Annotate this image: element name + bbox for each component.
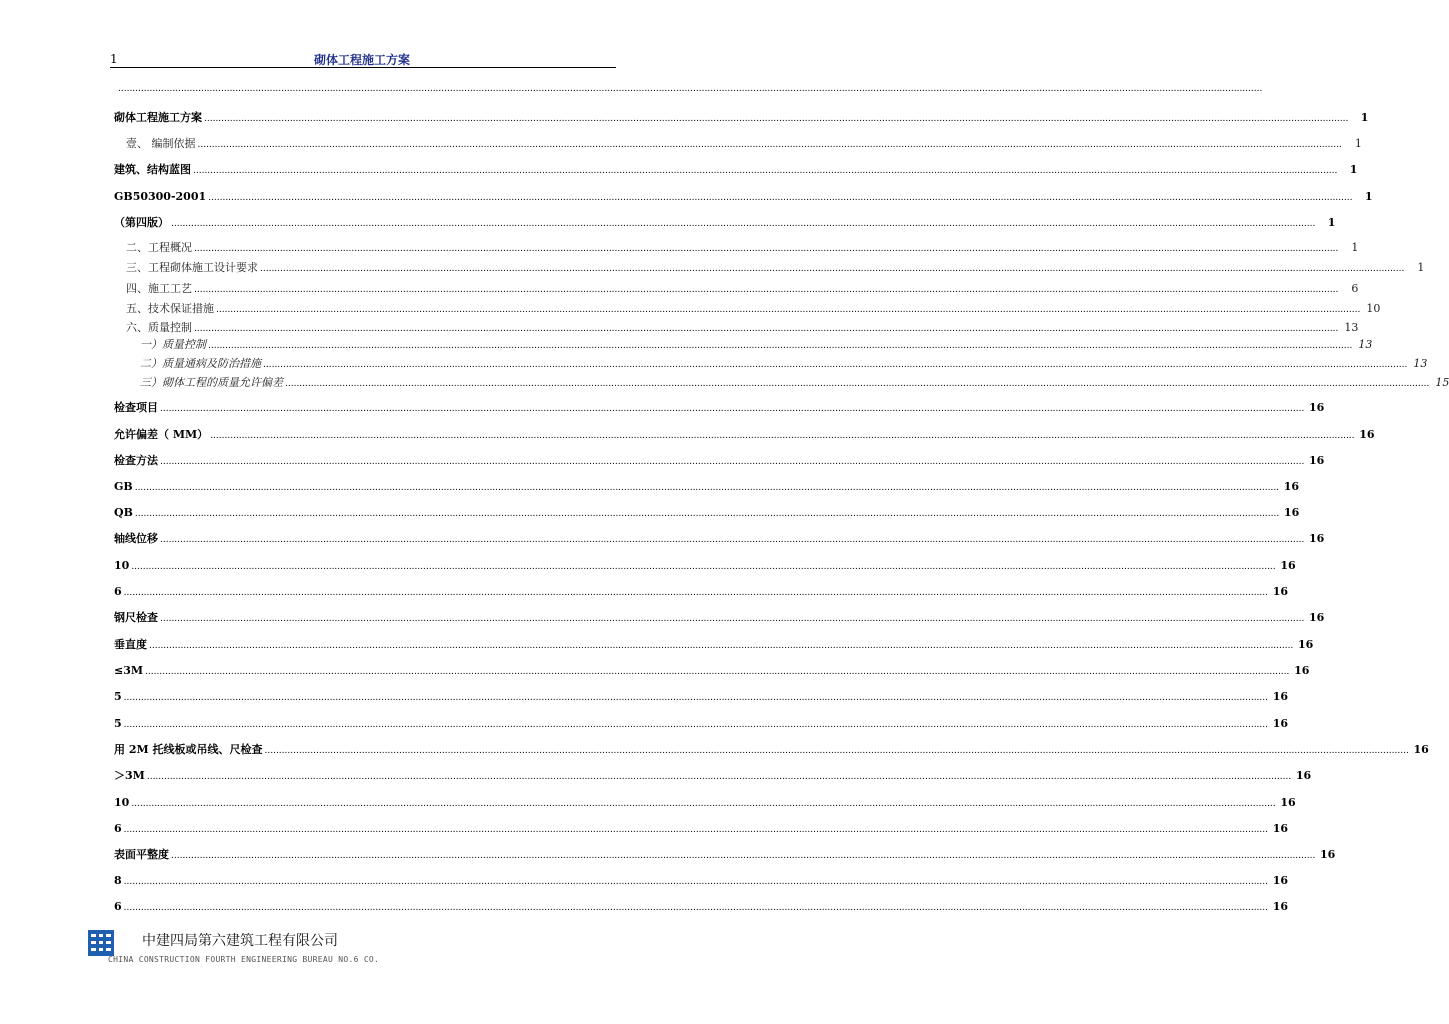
toc-entry-page: 16 — [1272, 585, 1288, 598]
toc-entry-page: 16 — [1280, 796, 1296, 809]
toc-entry[interactable] — [114, 716, 1288, 732]
toc-entry[interactable] — [114, 821, 1288, 837]
toc-entry-page: 16 — [1309, 611, 1325, 624]
toc-entry-label: 轴线位移 — [114, 532, 158, 545]
toc-entry-page: 13 — [1358, 338, 1373, 351]
toc-dot-leader: ................................................................................................................................................................................................................................................................................................................................................................................................................ — [160, 404, 1305, 414]
toc-entry-page: 16 — [1272, 900, 1288, 913]
toc-entry-page: 16 — [1413, 743, 1429, 756]
footer-company-name: 中建四局第六建筑工程有限公司 — [142, 933, 338, 949]
toc-entry[interactable] — [126, 301, 1381, 317]
toc-entry-label: 建筑、结构蓝图 — [114, 163, 191, 176]
toc-entry-page: 10 — [1366, 302, 1381, 315]
toc-entry[interactable] — [140, 337, 1373, 353]
toc-dot-leader: ................................................................................................................................................................................................................................................................................................................................................................................................................ — [160, 535, 1305, 545]
toc-entry[interactable] — [126, 281, 1359, 297]
toc-dot-leader: ................................................................................................................................................................................................................................................................................................................................................................................................................ — [197, 140, 1342, 150]
toc-dot-leader: ................................................................................................................................................................................................................................................................................................................................................................................................................ — [131, 562, 1276, 572]
toc-entry[interactable] — [114, 531, 1325, 547]
toc-entry-label: 10 — [114, 559, 130, 572]
toc-dot-leader: ................................................................................................................................................................................................................................................................................................................................................................................................................ — [123, 903, 1268, 913]
toc-entry-label: QB — [114, 506, 133, 519]
toc-dot-leader: ................................................................................................................................................................................................................................................................................................................................................................................................................ — [263, 360, 1408, 370]
toc-entry-label: 用 2M 托线板或吊线、尺检查 — [114, 743, 263, 756]
toc-entry[interactable] — [114, 847, 1336, 863]
toc-entry-label: 三）砌体工程的质量允许偏差 — [140, 376, 283, 389]
toc-entry[interactable] — [114, 742, 1429, 758]
toc-entry-page: 16 — [1309, 454, 1325, 467]
toc-entry-page: 16 — [1298, 638, 1314, 651]
toc-entry[interactable] — [114, 479, 1300, 495]
toc-dot-leader: ................................................................................................................................................................................................................................................................................................................................................................................................................ — [260, 264, 1405, 274]
toc-entry[interactable] — [114, 768, 1312, 784]
toc-entry-page: 1 — [1354, 137, 1362, 150]
toc-entry-label: ＞3M — [114, 769, 145, 782]
toc-entry[interactable] — [114, 453, 1325, 469]
toc-dot-leader: ................................................................................................................................................................................................................................................................................................................................................................................................................ — [123, 877, 1268, 887]
header-rule — [110, 67, 616, 68]
toc-entry-label: （第四版） — [114, 216, 169, 229]
top-dot-leader: ................................................................................................................................................................................................................................................................................................................................................................................................................ — [118, 84, 1263, 94]
toc-entry-label: 检查方法 — [114, 454, 158, 467]
toc-dot-leader: ................................................................................................................................................................................................................................................................................................................................................................................................................ — [171, 851, 1316, 861]
toc-entry-label: 四、施工工艺 — [126, 282, 192, 295]
toc-entry-page: 1 — [1360, 111, 1369, 124]
toc-entry[interactable] — [114, 689, 1288, 705]
toc-entry-page: 1 — [1349, 163, 1358, 176]
toc-dot-leader: ................................................................................................................................................................................................................................................................................................................................................................................................................ — [134, 483, 1280, 493]
toc-entry[interactable] — [114, 795, 1296, 811]
toc-entry-label: 5 — [114, 690, 122, 703]
toc-entry[interactable] — [126, 240, 1359, 256]
toc-dot-leader: ................................................................................................................................................................................................................................................................................................................................................................................................................ — [145, 667, 1290, 677]
toc-dot-leader: ................................................................................................................................................................................................................................................................................................................................................................................................................ — [149, 641, 1294, 651]
toc-entry-page: 1 — [1351, 241, 1359, 254]
toc-entry-label: 6 — [114, 585, 122, 598]
toc-dot-leader: ................................................................................................................................................................................................................................................................................................................................................................................................................ — [171, 219, 1316, 229]
toc-entry[interactable] — [114, 215, 1336, 231]
toc-entry[interactable] — [114, 110, 1369, 126]
toc-entry[interactable] — [114, 505, 1300, 521]
toc-entry-page: 16 — [1272, 690, 1288, 703]
toc-entry-page: 15 — [1435, 376, 1449, 389]
toc-entry-page: 1 — [1327, 216, 1336, 229]
toc-entry[interactable] — [126, 260, 1425, 276]
toc-dot-leader: ................................................................................................................................................................................................................................................................................................................................................................................................................ — [193, 166, 1338, 176]
toc-entry[interactable] — [114, 584, 1288, 600]
header-page-number: 1 — [110, 52, 118, 66]
toc-entry-page: 16 — [1295, 769, 1312, 782]
toc-entry-label: 一）质量控制 — [140, 338, 206, 351]
toc-entry[interactable] — [126, 136, 1362, 152]
toc-entry[interactable] — [114, 400, 1325, 416]
toc-entry-label: 二、工程概况 — [126, 241, 192, 254]
toc-dot-leader: ................................................................................................................................................................................................................................................................................................................................................................................................................ — [194, 285, 1339, 295]
toc-entry-label: 砌体工程施工方案 — [114, 111, 202, 124]
toc-entry-label: 垂直度 — [114, 638, 147, 651]
toc-entry-label: 6 — [114, 822, 122, 835]
toc-entry-page: 16 — [1309, 401, 1325, 414]
toc-entry[interactable] — [114, 637, 1314, 653]
toc-entry-page: 16 — [1280, 559, 1296, 572]
toc-dot-leader: ................................................................................................................................................................................................................................................................................................................................................................................................................ — [264, 746, 1409, 756]
toc-dot-leader: ................................................................................................................................................................................................................................................................................................................................................................................................................ — [285, 379, 1430, 389]
header-title: 砌体工程施工方案 — [313, 53, 410, 67]
toc-dot-leader: ................................................................................................................................................................................................................................................................................................................................................................................................................ — [194, 244, 1339, 254]
toc-entry-page: 1 — [1364, 190, 1373, 203]
toc-entry[interactable] — [114, 663, 1310, 679]
toc-entry[interactable] — [114, 189, 1373, 205]
toc-entry-label: 8 — [114, 874, 122, 887]
toc-entry-page: 16 — [1283, 506, 1300, 519]
toc-entry-page: 13 — [1344, 321, 1359, 334]
toc-entry[interactable] — [114, 427, 1375, 443]
toc-entry-label: 表面平整度 — [114, 848, 169, 861]
toc-entry-page: 16 — [1309, 532, 1325, 545]
toc-entry[interactable] — [114, 873, 1288, 889]
toc-entry-label: 六、质量控制 — [126, 321, 192, 334]
toc-entry-label: 三、工程砌体施工设计要求 — [126, 261, 258, 274]
toc-entry[interactable] — [114, 162, 1358, 178]
toc-entry[interactable] — [114, 899, 1288, 915]
toc-entry-label: 6 — [114, 900, 122, 913]
toc-dot-leader: ................................................................................................................................................................................................................................................................................................................................................................................................................ — [210, 431, 1355, 441]
toc-dot-leader: ................................................................................................................................................................................................................................................................................................................................................................................................................ — [204, 114, 1349, 124]
toc-dot-leader: ................................................................................................................................................................................................................................................................................................................................................................................................................ — [208, 341, 1353, 351]
toc-dot-leader: ................................................................................................................................................................................................................................................................................................................................................................................................................ — [123, 720, 1268, 730]
toc-entry-label: GB50300-2001 — [114, 190, 207, 203]
toc-dot-leader: ................................................................................................................................................................................................................................................................................................................................................................................................................ — [160, 614, 1305, 624]
toc-entry[interactable] — [114, 558, 1296, 574]
company-logo-icon — [88, 930, 114, 956]
toc-entry[interactable] — [114, 610, 1325, 626]
toc-entry-page: 16 — [1272, 717, 1288, 730]
toc-entry-page: 1 — [1417, 261, 1425, 274]
toc-dot-leader: ................................................................................................................................................................................................................................................................................................................................................................................................................ — [216, 305, 1361, 315]
toc-entry-label: 壹、 编制依据 — [126, 137, 196, 150]
toc-entry-page: 13 — [1413, 357, 1428, 370]
footer-company-english: CHINA CONSTRUCTION FOURTH ENGINEERING BUREAU NO.6 CO. — [108, 955, 380, 964]
toc-entry-page: 16 — [1320, 848, 1336, 861]
toc-entry-label: 5 — [114, 717, 122, 730]
toc-entry-label: 五、技术保证措施 — [126, 302, 214, 315]
toc-dot-leader: ................................................................................................................................................................................................................................................................................................................................................................................................................ — [123, 588, 1268, 598]
toc-entry-label: GB — [114, 480, 133, 493]
toc-entry-label: 二）质量通病及防治措施 — [140, 357, 261, 370]
toc-dot-leader: ................................................................................................................................................................................................................................................................................................................................................................................................................ — [146, 772, 1292, 782]
toc-dot-leader: ................................................................................................................................................................................................................................................................................................................................................................................................................ — [123, 693, 1268, 703]
toc-entry-label: 允许偏差（ MM） — [114, 428, 209, 441]
toc-dot-leader: ................................................................................................................................................................................................................................................................................................................................................................................................................ — [131, 799, 1276, 809]
toc-entry-label: 钢尺检查 — [114, 611, 158, 624]
toc-dot-leader: ................................................................................................................................................................................................................................................................................................................................................................................................................ — [160, 457, 1305, 467]
toc-entry-page: 16 — [1294, 664, 1310, 677]
toc-entry[interactable] — [140, 356, 1428, 372]
toc-entry-page: 16 — [1272, 874, 1288, 887]
toc-entry-label: ≤3M — [114, 664, 144, 677]
toc-dot-leader: ................................................................................................................................................................................................................................................................................................................................................................................................................ — [123, 825, 1268, 835]
toc-entry[interactable] — [126, 320, 1359, 336]
toc-entry-page: 6 — [1351, 282, 1359, 295]
toc-entry[interactable] — [140, 375, 1449, 391]
toc-entry-page: 16 — [1359, 428, 1375, 441]
toc-entry-label: 检查项目 — [114, 401, 158, 414]
toc-dot-leader: ................................................................................................................................................................................................................................................................................................................................................................................................................ — [134, 509, 1280, 519]
toc-entry-page: 16 — [1272, 822, 1288, 835]
toc-entry-page: 16 — [1283, 480, 1300, 493]
toc-dot-leader: ................................................................................................................................................................................................................................................................................................................................................................................................................ — [194, 324, 1339, 334]
toc-dot-leader: ................................................................................................................................................................................................................................................................................................................................................................................................................ — [208, 193, 1353, 203]
toc-entry-label: 10 — [114, 796, 130, 809]
